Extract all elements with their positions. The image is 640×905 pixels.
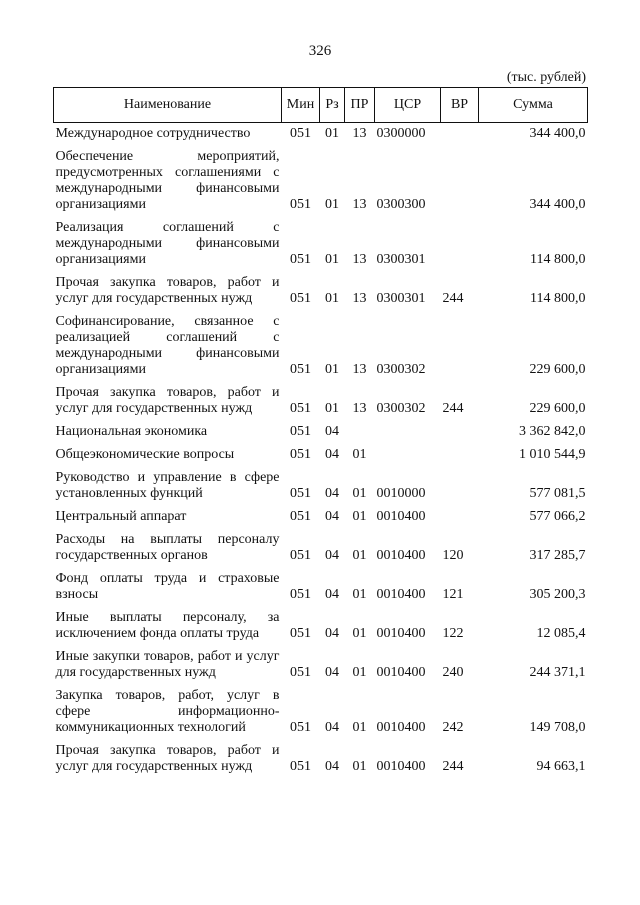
- cell-csr: 0300301: [376, 252, 426, 267]
- table-row: [54, 646, 588, 685]
- cell-csr: 0300301: [376, 291, 426, 306]
- cell-pr: 13: [352, 252, 367, 267]
- table-row: [54, 146, 588, 217]
- cell-rz: 01: [325, 291, 339, 306]
- table-row: [54, 382, 588, 421]
- cell-name: Закупка товаров, работ, услуг в сфере информационно-коммуникационных технологий: [55, 688, 280, 735]
- cell-pr: [345, 421, 375, 444]
- cell-pr: 01: [352, 548, 367, 563]
- cell-name: Обеспечение мероприятий, предусмотренных соглашениями с международными финансовыми организациями: [55, 149, 280, 212]
- cell-name: Фонд оплаты труда и страховые взносы: [55, 571, 280, 602]
- cell-vr: 244: [442, 291, 464, 306]
- cell-min: 051: [290, 548, 311, 563]
- cell-csr: 0010400: [376, 548, 426, 563]
- cell-name: Прочая закупка товаров, работ и услуг для государственных нужд: [55, 275, 280, 306]
- cell-min: 051: [290, 362, 311, 377]
- cell-rz: 04: [325, 626, 339, 641]
- header-pr: ПР: [345, 88, 375, 123]
- cell-csr: 0300302: [376, 401, 426, 416]
- cell-sum: 344 400,0: [529, 126, 586, 141]
- cell-rz: 04: [325, 759, 339, 774]
- cell-csr: [375, 421, 441, 444]
- cell-min: 051: [290, 447, 311, 462]
- cell-min: 051: [290, 759, 311, 774]
- cell-csr: [375, 444, 441, 467]
- cell-name: Руководство и управление в сфере установленных функций: [55, 470, 280, 501]
- table-row: [54, 421, 588, 444]
- cell-sum: 344 400,0: [529, 197, 586, 212]
- cell-name: Расходы на выплаты персоналу государственных органов: [55, 532, 280, 563]
- table-row: [54, 506, 588, 529]
- table-row: [54, 685, 588, 740]
- cell-vr: 244: [442, 759, 464, 774]
- cell-csr: 0010400: [376, 665, 426, 680]
- cell-name: Иные закупки товаров, работ и услуг для государственных нужд: [55, 649, 280, 680]
- units-label: (тыс. рублей): [506, 70, 586, 85]
- cell-min: 051: [290, 252, 311, 267]
- cell-pr: 13: [352, 362, 367, 377]
- cell-rz: 04: [325, 424, 339, 439]
- cell-name: Иные выплаты персоналу, за исключением фонда оплаты труда: [55, 610, 280, 641]
- cell-sum: 1 010 544,9: [519, 447, 586, 462]
- cell-vr: [441, 467, 479, 506]
- cell-rz: 01: [325, 252, 339, 267]
- header-rz: Рз: [320, 88, 345, 123]
- cell-sum: 229 600,0: [529, 362, 586, 377]
- cell-pr: 13: [352, 291, 367, 306]
- cell-min: 051: [290, 665, 311, 680]
- cell-sum: 114 800,0: [530, 252, 586, 267]
- cell-sum: 94 663,1: [536, 759, 586, 774]
- cell-pr: 13: [352, 126, 367, 141]
- cell-rz: 04: [325, 486, 339, 501]
- table-row: [54, 272, 588, 311]
- cell-vr: 244: [442, 401, 464, 416]
- cell-name: Софинансирование, связанное с реализацией соглашений с международными финансовыми организациями: [55, 314, 280, 377]
- table-row: [54, 568, 588, 607]
- cell-sum: 149 708,0: [529, 720, 586, 735]
- cell-rz: 04: [325, 548, 339, 563]
- cell-vr: [441, 421, 479, 444]
- cell-rz: 01: [325, 362, 339, 377]
- cell-vr: 121: [442, 587, 464, 602]
- cell-sum: 3 362 842,0: [519, 424, 586, 439]
- cell-pr: 01: [352, 509, 367, 524]
- cell-vr: [441, 311, 479, 382]
- cell-min: 051: [290, 401, 311, 416]
- cell-vr: 122: [442, 626, 464, 641]
- cell-rz: 01: [325, 126, 339, 141]
- cell-csr: 0300000: [376, 126, 426, 141]
- cell-pr: 01: [352, 587, 367, 602]
- cell-min: 051: [290, 197, 311, 212]
- header-csr: ЦСР: [375, 88, 441, 123]
- cell-min: 051: [290, 587, 311, 602]
- table-row: [54, 444, 588, 467]
- cell-pr: 01: [352, 665, 367, 680]
- cell-csr: 0300302: [376, 362, 426, 377]
- cell-min: 051: [290, 720, 311, 735]
- cell-sum: 244 371,1: [529, 665, 586, 680]
- table-row: [54, 607, 588, 646]
- cell-vr: [441, 217, 479, 272]
- cell-sum: 577 066,2: [529, 509, 586, 524]
- cell-csr: 0010400: [376, 626, 426, 641]
- header-name: Наименование: [54, 88, 282, 123]
- cell-vr: [441, 123, 479, 147]
- cell-rz: 04: [325, 447, 339, 462]
- cell-sum: 305 200,3: [529, 587, 586, 602]
- cell-pr: 13: [352, 197, 367, 212]
- cell-vr: [441, 444, 479, 467]
- cell-sum: 317 285,7: [529, 548, 586, 563]
- cell-csr: 0010000: [376, 486, 426, 501]
- cell-vr: [441, 146, 479, 217]
- table-row: [54, 123, 588, 147]
- header-sum: Сумма: [479, 88, 588, 123]
- table-body: [54, 123, 588, 780]
- cell-rz: 04: [325, 509, 339, 524]
- cell-csr: 0300300: [376, 197, 426, 212]
- table-row: [54, 217, 588, 272]
- cell-min: 051: [290, 424, 311, 439]
- cell-name: Прочая закупка товаров, работ и услуг для государственных нужд: [55, 385, 280, 416]
- cell-csr: 0010400: [376, 759, 426, 774]
- cell-pr: 01: [352, 447, 367, 462]
- header-vr: ВР: [441, 88, 479, 123]
- cell-csr: 0010400: [376, 587, 426, 602]
- cell-sum: 577 081,5: [529, 486, 586, 501]
- cell-csr: 0010400: [376, 720, 426, 735]
- cell-min: 051: [290, 486, 311, 501]
- cell-pr: 01: [352, 486, 367, 501]
- table-row: [54, 311, 588, 382]
- table-header-row: [54, 88, 588, 123]
- header-min: Мин: [282, 88, 320, 123]
- cell-name: Общеэкономические вопросы: [55, 447, 235, 462]
- cell-rz: 04: [325, 720, 339, 735]
- cell-sum: 229 600,0: [529, 401, 586, 416]
- cell-rz: 01: [325, 401, 339, 416]
- budget-table: [53, 87, 588, 779]
- table-row: [54, 740, 588, 779]
- cell-pr: 01: [352, 720, 367, 735]
- table-row: [54, 467, 588, 506]
- cell-vr: 242: [442, 720, 464, 735]
- cell-name: Международное сотрудничество: [55, 126, 251, 141]
- cell-min: 051: [290, 291, 311, 306]
- cell-min: 051: [290, 126, 311, 141]
- cell-csr: 0010400: [376, 509, 426, 524]
- cell-vr: 120: [442, 548, 464, 563]
- cell-rz: 04: [325, 587, 339, 602]
- table-row: [54, 529, 588, 568]
- cell-pr: 13: [352, 401, 367, 416]
- cell-min: 051: [290, 626, 311, 641]
- cell-pr: 01: [352, 759, 367, 774]
- cell-name: Национальная экономика: [55, 424, 208, 439]
- cell-sum: 114 800,0: [530, 291, 586, 306]
- cell-min: 051: [290, 509, 311, 524]
- cell-pr: 01: [352, 626, 367, 641]
- cell-name: Прочая закупка товаров, работ и услуг для государственных нужд: [55, 743, 280, 774]
- cell-vr: 240: [442, 665, 464, 680]
- page-number: 326: [308, 43, 332, 59]
- cell-vr: [441, 506, 479, 529]
- cell-name: Реализация соглашений с международными финансовыми организациями: [55, 220, 280, 267]
- cell-sum: 12 085,4: [536, 626, 586, 641]
- cell-rz: 04: [325, 665, 339, 680]
- cell-rz: 01: [325, 197, 339, 212]
- cell-name: Центральный аппарат: [55, 509, 187, 524]
